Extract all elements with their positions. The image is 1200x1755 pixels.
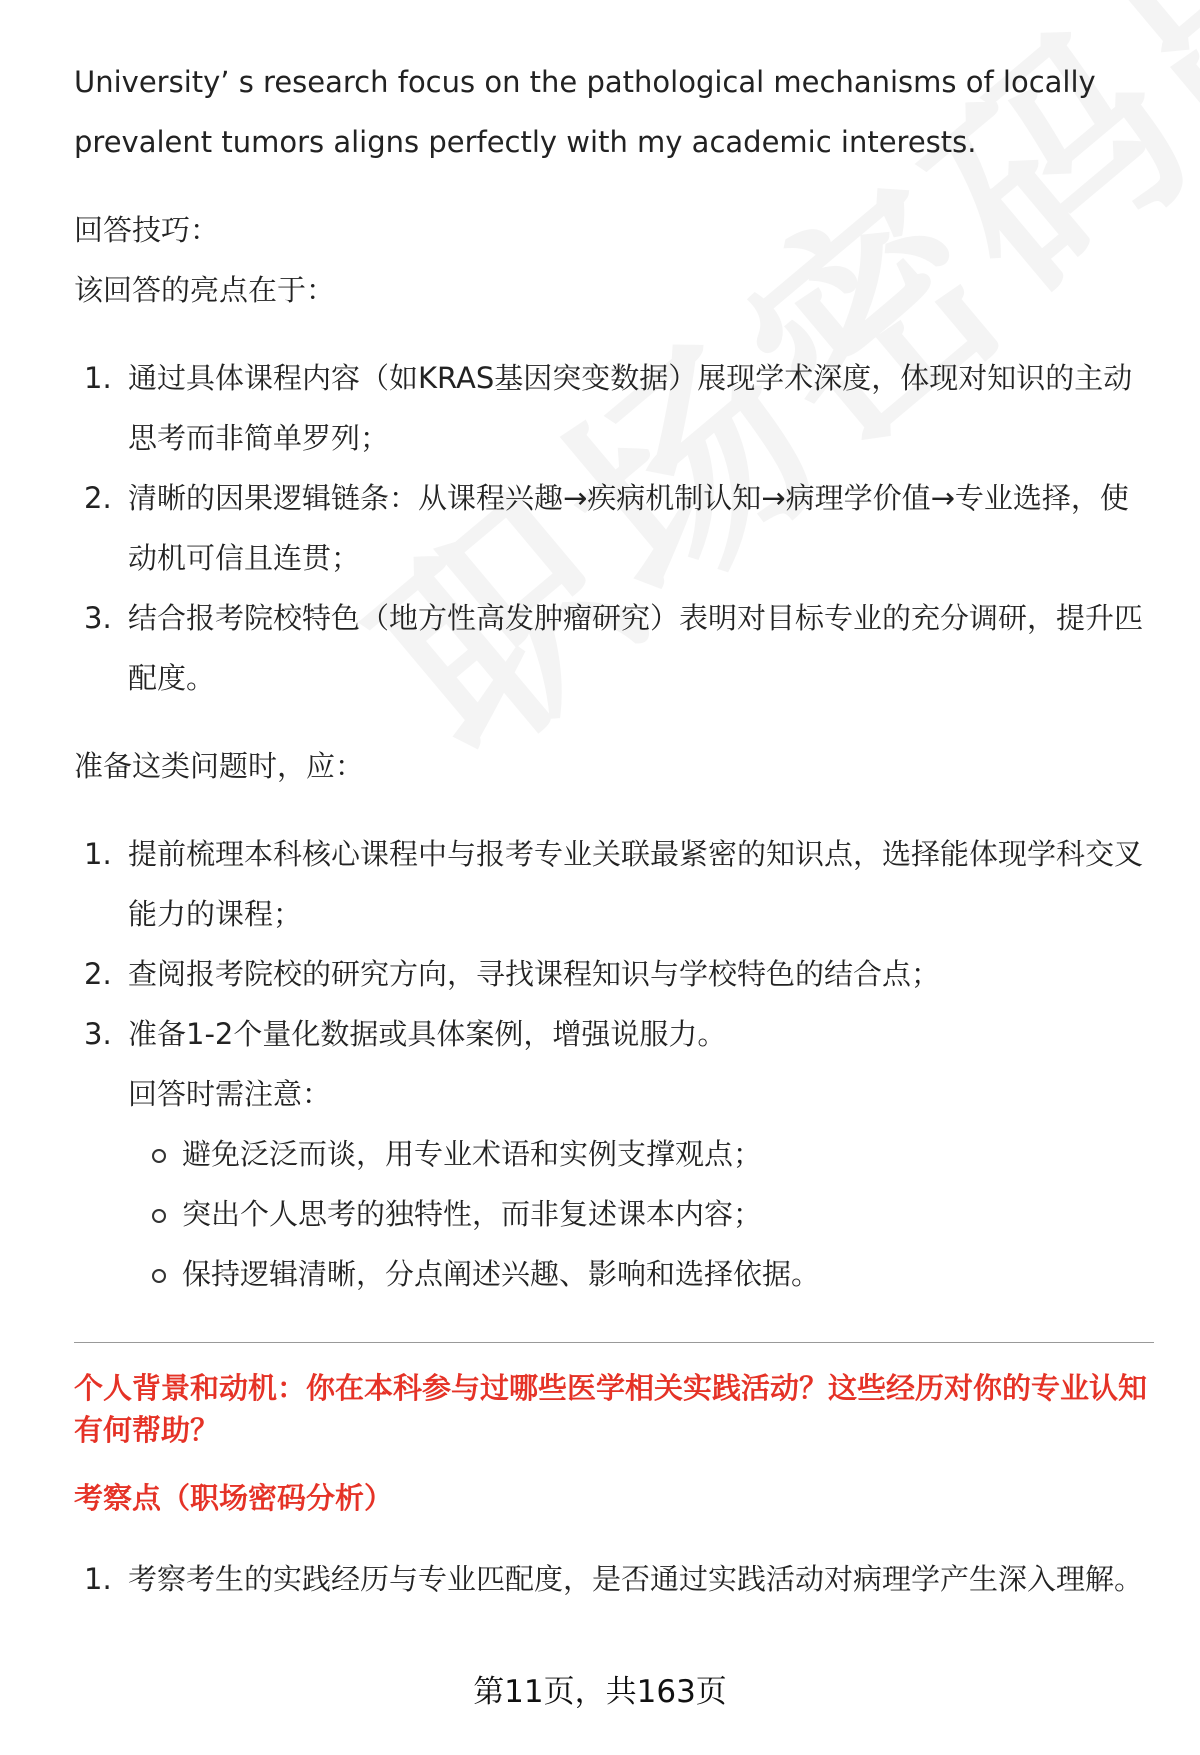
bullet-item [74, 1184, 1154, 1244]
list-text: 准备1-2个量化数据或具体案例，增强说服力。 [128, 1017, 727, 1051]
bullet-circle-icon [152, 1149, 166, 1163]
bullet-text: 避免泛泛而谈，用专业术语和实例支撑观点； [182, 1137, 763, 1171]
list-text: 查阅报考院校的研究方向，寻找课程知识与学校特色的结合点； [128, 957, 941, 991]
content [74, 52, 1154, 1609]
intro-paragraph: University’ s research focus on the pathological mechanisms of locally prevalent tumors aligns perfectly with my academic interests. [74, 65, 1096, 159]
focus-heading: 考察点（职场密码分析） [74, 1481, 394, 1515]
section-divider [74, 1342, 1154, 1343]
notes-list [74, 1124, 1154, 1304]
bullet-circle-icon [152, 1269, 166, 1283]
highlights-list [74, 348, 1154, 708]
list-item [74, 1549, 1154, 1609]
list-item [74, 348, 1154, 468]
tips-label: 回答技巧： [74, 213, 220, 247]
list-text: 提前梳理本科核心课程中与报考专业关联最紧密的知识点，选择能体现学科交叉能力的课程； [128, 837, 1144, 931]
page-number-footer: 第11页，共163页 [473, 1674, 727, 1710]
list-number: 2. [84, 957, 112, 991]
list-number: 2. [84, 481, 112, 515]
bullet-circle-icon [152, 1209, 166, 1223]
list-number: 3. [84, 601, 112, 635]
bullet-text: 突出个人思考的独特性，而非复述课本内容； [182, 1197, 763, 1231]
bullet-text: 保持逻辑清晰，分点阐述兴趣、影响和选择依据。 [182, 1257, 821, 1291]
prepare-label: 准备这类问题时，应： [74, 749, 365, 783]
list-number: 1. [84, 361, 112, 395]
list-item [74, 468, 1154, 588]
list-text: 清晰的因果逻辑链条：从课程兴趣→疾病机制认知→病理学价值→专业选择，使动机可信且连贯； [128, 481, 1129, 575]
list-number: 1. [84, 837, 112, 871]
list-text: 结合报考院校特色（地方性高发肿瘤研究）表明对目标专业的充分调研，提升匹配度。 [128, 601, 1144, 695]
bullet-item [74, 1244, 1154, 1304]
notes-label: 回答时需注意： [128, 1077, 332, 1111]
list-item [74, 588, 1154, 708]
highlights-label: 该回答的亮点在于： [74, 273, 336, 307]
focus-list [74, 1549, 1154, 1609]
bullet-item [74, 1124, 1154, 1184]
question-heading: 个人背景和动机：你在本科参与过哪些医学相关实践活动？这些经历对你的专业认知有何帮助？ [74, 1371, 1148, 1447]
list-number: 1. [84, 1562, 112, 1596]
list-text: 考察考生的实践经历与专业匹配度，是否通过实践活动对病理学产生深入理解。 [128, 1562, 1144, 1596]
prepare-list [74, 824, 1154, 1064]
list-item [74, 824, 1154, 944]
list-text: 通过具体课程内容（如KRAS基因突变数据）展现学术深度，体现对知识的主动思考而非简单罗列； [128, 361, 1133, 455]
list-item [74, 944, 1154, 1004]
list-number: 3. [84, 1017, 112, 1051]
list-item [74, 1004, 1154, 1064]
